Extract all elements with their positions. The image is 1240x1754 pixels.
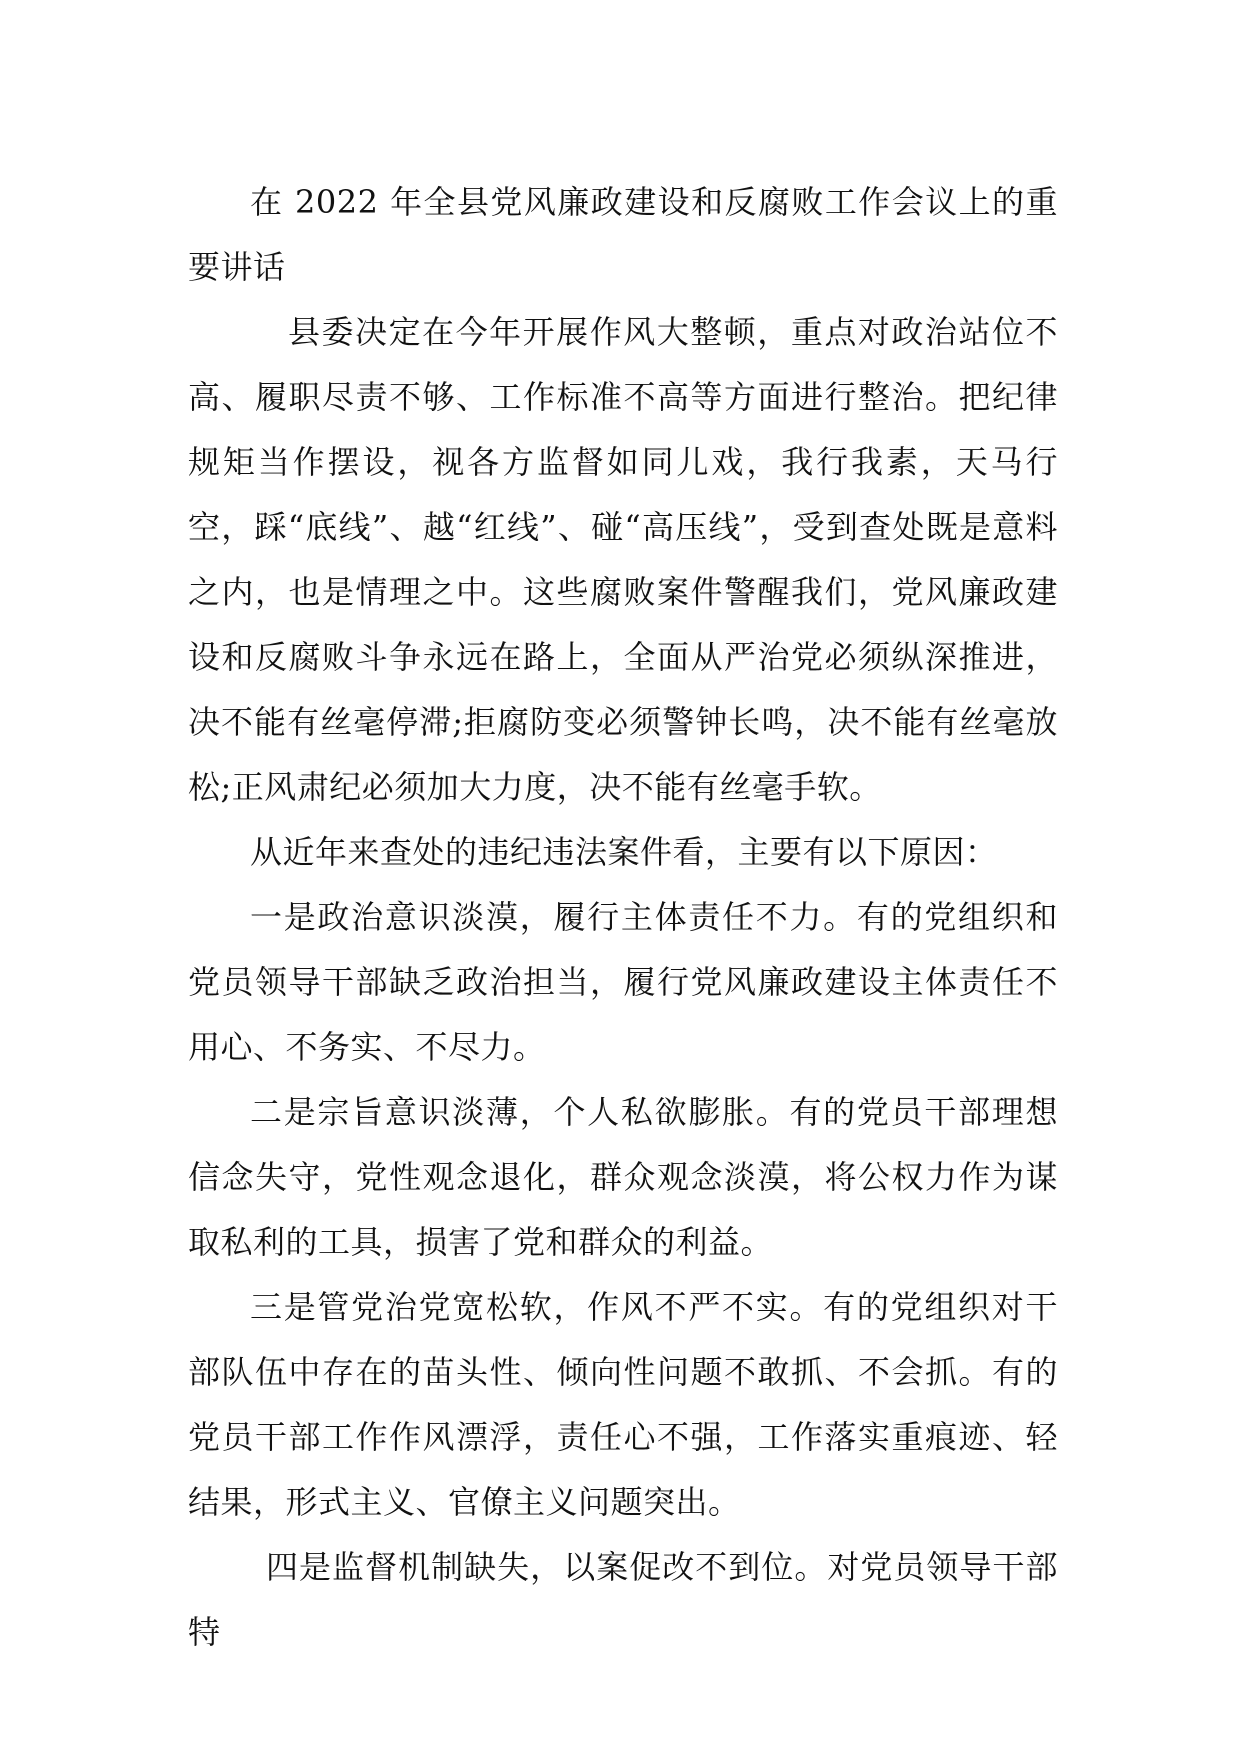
paragraph-cause-three: 三是管党治党宽松软，作风不严不实。有的党组织对干部队伍中存在的苗头性、倾向性问题不敢抓、不会抓。有的党员干部工作作风漂浮，责任心不强，工作落实重痕迹、轻结果，形式主义、官僚主义问题突出。 — [188, 1288, 1058, 1521]
paragraph-causes-lead: 从近年来查处的违纪违法案件看，主要有以下原因： — [250, 833, 998, 871]
paragraph-cause-one: 一是政治意识淡漠，履行主体责任不力。有的党组织和党员领导干部缺乏政治担当，履行党风廉政建设主体责任不用心、不务实、不尽力。 — [188, 898, 1058, 1066]
paragraph-cause-four: 四是监督机制缺失，以案促改不到位。对党员领导干部特 — [188, 1548, 1058, 1651]
document-title: 在 2022 年全县党风廉政建设和反腐败工作会议上的重要讲话 — [188, 183, 1058, 286]
paragraph-cause-two: 二是宗旨意识淡薄，个人私欲膨胀。有的党员干部理想信念失守，党性观念退化，群众观念淡漠，将公权力作为谋取私利的工具，损害了党和群众的利益。 — [188, 1093, 1058, 1261]
paragraph-intro: 县委决定在今年开展作风大整顿，重点对政治站位不高、履职尽责不够、工作标准不高等方面进行整治。把纪律规矩当作摆设，视各方监督如同儿戏，我行我素，天马行空，踩“底线”、越“红线”、碰“高压线”，受到查处既是意料之内，也是情理之中。这些腐败案件警醒我们，党风廉政建设和反腐败斗争永远在路上，全面从严治党必须纵深推进，决不能有丝毫停滞;拒腐防变必须警钟长鸣，决不能有丝毫放松;正风肃纪必须加大力度，决不能有丝毫手软。 — [188, 313, 1058, 806]
document-body — [188, 170, 1058, 1665]
